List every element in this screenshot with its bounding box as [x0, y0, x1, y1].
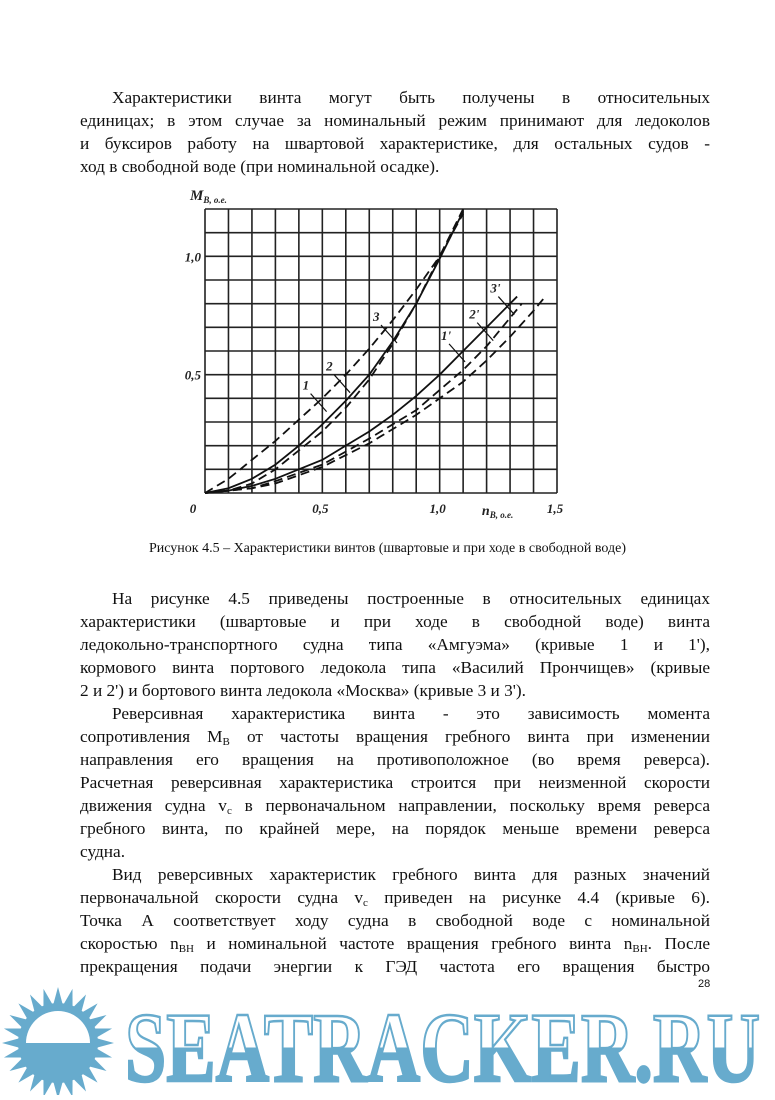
curve-label: 2 — [326, 358, 333, 374]
text-line — [80, 109, 710, 132]
text-line — [112, 702, 710, 725]
text-line — [80, 725, 710, 748]
text-segment: прекращения подачи энергии к ГЭД частота его вращения быстро — [80, 957, 710, 976]
text-segment: сопротивления M — [80, 727, 223, 746]
text-line — [80, 633, 710, 656]
curve-label: 1 — [302, 377, 310, 393]
text-segment: от частоты вращения гребного винта при изменении — [229, 727, 710, 746]
text-segment: в первоначальном направлении, поскольку время реверса — [231, 796, 710, 815]
text-segment: Вид реверсивных характеристик гребного винта для разных значений — [112, 865, 710, 884]
curve-label: 3 — [373, 308, 380, 324]
text-line — [80, 840, 710, 863]
page-number: 28 — [698, 978, 711, 990]
text-line — [80, 794, 710, 817]
text-segment: приведен на рисунке 4.4 (кривые 6). — [367, 888, 710, 907]
text-segment: ледокольно-транспортного судна типа «Амгуэма» (кривые 1 и 1'), — [80, 635, 710, 654]
text-line — [80, 817, 710, 840]
text-line — [80, 679, 710, 702]
text-line — [112, 587, 710, 610]
sun-icon — [2, 987, 114, 1095]
text-segment: движения судна v — [80, 796, 227, 815]
text-line — [112, 86, 710, 109]
x-tick-label: 1,0 — [429, 501, 446, 516]
y-tick-label: 0,5 — [184, 367, 201, 383]
text-line — [80, 932, 710, 955]
subscript: ВН — [178, 943, 194, 955]
x-axis-label: $n_{B, о.е.}$ — [481, 504, 514, 520]
text-segment: Характеристики винта могут быть получены в относительных — [112, 88, 710, 107]
figure-caption: Рисунок 4.5 – Характеристики винтов (швартовые и при ходе в свободной воде) — [148, 541, 627, 556]
curve-label-leader — [311, 394, 327, 412]
text-segment: судна. — [80, 842, 126, 861]
curve-label: 1' — [441, 327, 452, 343]
x-tick-label: 0,5 — [312, 501, 329, 516]
text-segment: и буксиров работу на швартовой характеристике, для остальных судов - — [80, 134, 710, 153]
figure-4-5-chart — [170, 170, 580, 535]
text-line — [112, 863, 710, 886]
text-line — [80, 955, 710, 978]
text-segment: скоростью n — [80, 934, 179, 953]
curve-label: 3' — [490, 280, 501, 296]
curve-label: 2' — [469, 306, 480, 322]
text-segment: кормового винта портового ледокола типа «Василий Прончищев» (кривые — [80, 658, 710, 677]
curve-3 — [205, 211, 463, 493]
text-segment: Точка А соответствует ходу судна в свободной воде с номинальной — [80, 911, 710, 930]
text-segment: характеристики (швартовые и при ходе в свободной воде) винта — [80, 612, 710, 631]
text-segment: На рисунке 4.5 приведены построенные в относительных единицах — [112, 589, 710, 608]
text-line — [80, 748, 710, 771]
text-segment: первоначальной скорости судна v — [80, 888, 364, 907]
text-segment: ход в свободной воде (при номинальной осадке). — [80, 157, 440, 176]
text-segment: направления его вращения на противоположное (во время реверса). — [80, 750, 710, 769]
subscript: ВН — [632, 943, 648, 955]
watermark-text: SEATRACKER.RU — [125, 992, 760, 1095]
text-line — [80, 909, 710, 932]
text-segment: гребного винта, по крайней мере, на порядок меньше времени реверса — [80, 819, 710, 838]
text-segment: единицах; в этом случае за номинальный режим принимают для ледоколов — [80, 111, 710, 130]
text-line — [80, 771, 710, 794]
seatracker-watermark-logo — [0, 985, 775, 1100]
subscript: c — [363, 897, 368, 909]
text-line — [80, 656, 710, 679]
text-segment: и номинальной частоте вращения гребного винта n — [194, 934, 633, 953]
curve-3-prime — [205, 297, 545, 493]
curve-label-leader — [477, 323, 493, 341]
text-segment: Реверсивная характеристика винта - это зависимость момента — [112, 704, 710, 723]
text-line — [80, 610, 710, 633]
y-tick-label: 1,0 — [184, 249, 201, 265]
subscript: c — [226, 805, 232, 817]
text-segment: 2 и 2') и бортового винта ледокола «Москва» (кривые 3 и 3'). — [80, 681, 526, 700]
x-tick-label: 1,5 — [546, 501, 564, 516]
y-axis-label: $M_{B, о.е.}$ — [190, 188, 227, 205]
text-segment: . После — [647, 934, 710, 953]
text-line — [80, 132, 710, 155]
text-segment: Расчетная реверсивная характеристика строится при неизменной скорости — [80, 773, 710, 792]
x-tick-label: 0 — [189, 501, 197, 516]
subscript: B — [222, 736, 230, 748]
text-line — [80, 886, 710, 909]
